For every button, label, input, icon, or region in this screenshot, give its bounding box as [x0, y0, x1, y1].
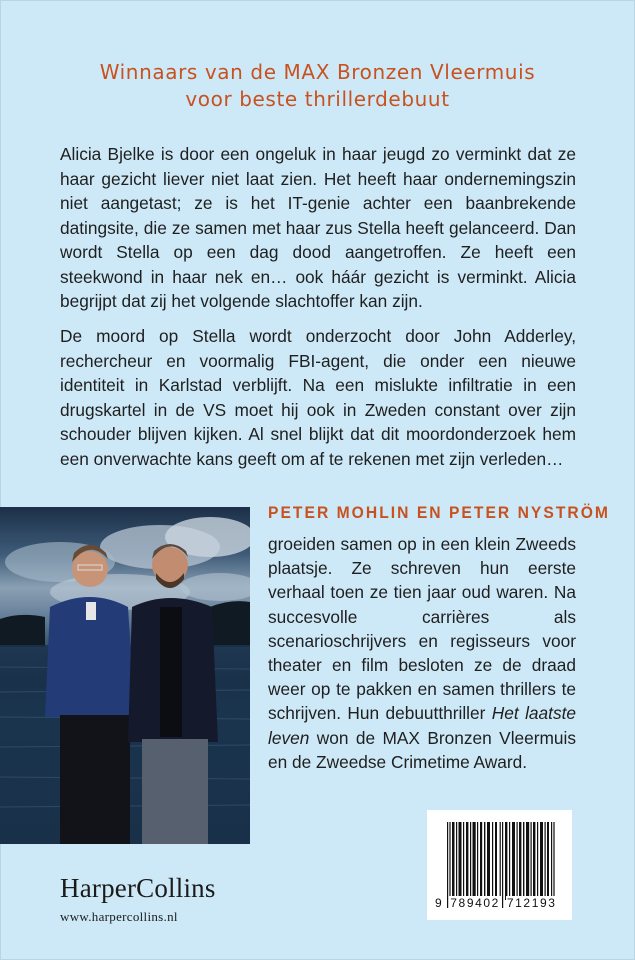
blurb-paragraph-2: De moord op Stella wordt onderzocht door John Adderley, rechercheur en voormalig FBI-agent, die onder een nieuwe identiteit in Karlstad verblijft. Na een mislukte infiltratie in een drugskartel in de VS moet hij ook in Zweden constant over zijn schouder blijven kijken. Al snel blijkt dat dit moordonderzoek hem een onverwachte kans geeft om af te rekenen met zijn verleden… [60, 326, 576, 469]
author-photo-illustration [0, 507, 250, 844]
isbn-group-1: 789402 [450, 896, 500, 910]
author-heading: PETER MOHLIN EN PETER NYSTRÖM [268, 503, 610, 522]
isbn-number [435, 896, 567, 910]
publisher-logo: HarperCollins [60, 873, 216, 903]
headline-line-1: Winnaars van de MAX Bronzen Vleermuis [99, 60, 536, 84]
isbn-prefix: 9 [435, 896, 444, 910]
isbn-barcode [427, 810, 572, 920]
blurb-paragraph-1: Alicia Bjelke is door een ongeluk in haar jeugd zo verminkt dat ze haar gezicht liever niet laat zien. Het heeft haar ondernemingszin niet aangetast; ze is het IT-genie achter een baanbrekende datingsite, die ze samen met haar zus Stella heeft gelanceerd. Dan wordt Stella op een dag dood aangetroffen. Ze heeft een steekwond in haar nek en… ook háár gezicht is verminkt. Alicia begrijpt dat zij het volgende slachtoffer kan zijn. [60, 144, 576, 311]
author-photo [0, 507, 250, 844]
author-bio-text-1: groeiden samen op in een klein Zweeds plaatsje. Ze schreven hun eerste verhaal toen ze tien jaar oud waren. Na succesvolle carrières als scenarioschrijvers en regisseurs voor theater en film besloten ze de draad weer op te pakken en samen thrillers te schrijven. Hun debuutthriller [268, 534, 576, 724]
headline-line-2: voor beste thrillerdebuut [185, 87, 450, 111]
book-title-italic: Het laatste leven [268, 703, 576, 748]
publisher-url: www.harpercollins.nl [60, 909, 178, 924]
award-headline [0, 59, 635, 113]
author-bio [268, 532, 576, 774]
isbn-group-2: 712193 [506, 896, 557, 910]
author-bio-text-2: won de MAX Bronzen Vleermuis en de Zweedse Crimetime Award. [268, 727, 576, 772]
